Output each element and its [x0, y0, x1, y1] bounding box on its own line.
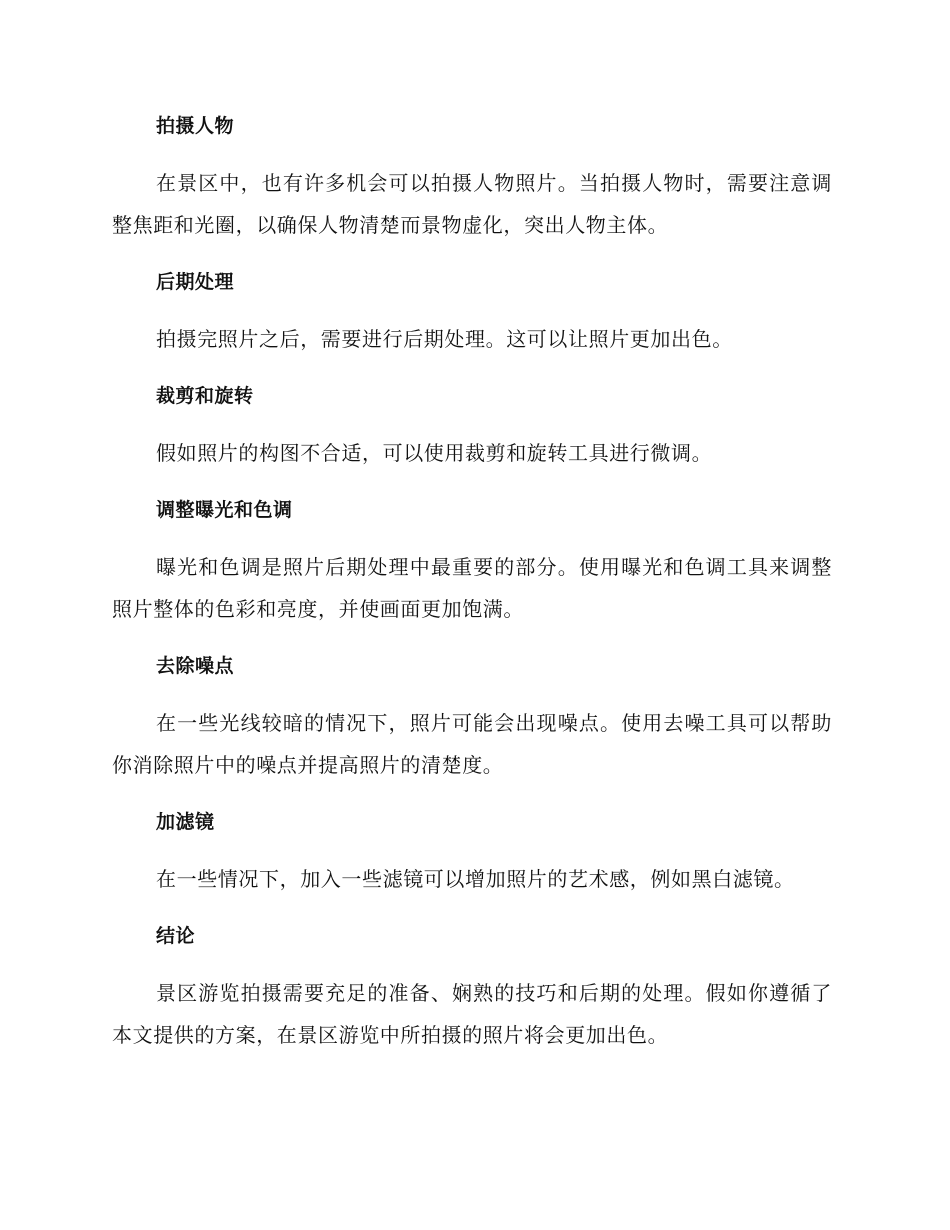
section-heading: 裁剪和旋转	[156, 385, 254, 407]
section-exposure-tone	[112, 492, 832, 630]
section-conclusion	[112, 918, 832, 1056]
section-heading: 拍摄人物	[156, 115, 235, 137]
section-denoise	[112, 648, 832, 786]
section-paragraph: 拍摄完照片之后，需要进行后期处理。这可以让照片更加出色。	[156, 327, 733, 351]
section-paragraph: 假如照片的构图不合适，可以使用裁剪和旋转工具进行微调。	[156, 441, 713, 465]
section-paragraph: 在一些光线较暗的情况下，照片可能会出现噪点。使用去噪工具可以帮助你消除照片中的噪点并提高照片的清楚度。	[112, 711, 832, 777]
section-filter	[112, 804, 832, 900]
section-paragraph: 曝光和色调是照片后期处理中最重要的部分。使用曝光和色调工具来调整照片整体的色彩和亮度，并使画面更加饱满。	[112, 555, 832, 621]
section-heading: 结论	[156, 925, 196, 947]
section-paragraph: 在景区中，也有许多机会可以拍摄人物照片。当拍摄人物时，需要注意调整焦距和光圈，以确保人物清楚而景物虚化，突出人物主体。	[112, 171, 832, 237]
section-heading: 去除噪点	[156, 655, 235, 677]
section-paragraph: 景区游览拍摄需要充足的准备、娴熟的技巧和后期的处理。假如你遵循了本文提供的方案，在景区游览中所拍摄的照片将会更加出色。	[112, 981, 832, 1047]
section-post-processing	[112, 264, 832, 360]
document-page	[112, 108, 832, 1074]
section-portrait	[112, 108, 832, 246]
section-paragraph: 在一些情况下，加入一些滤镜可以增加照片的艺术感，例如黑白滤镜。	[156, 867, 795, 891]
section-crop-rotate	[112, 378, 832, 474]
section-heading: 调整曝光和色调	[156, 499, 293, 521]
section-heading: 后期处理	[156, 271, 235, 293]
section-heading: 加滤镜	[156, 811, 215, 833]
